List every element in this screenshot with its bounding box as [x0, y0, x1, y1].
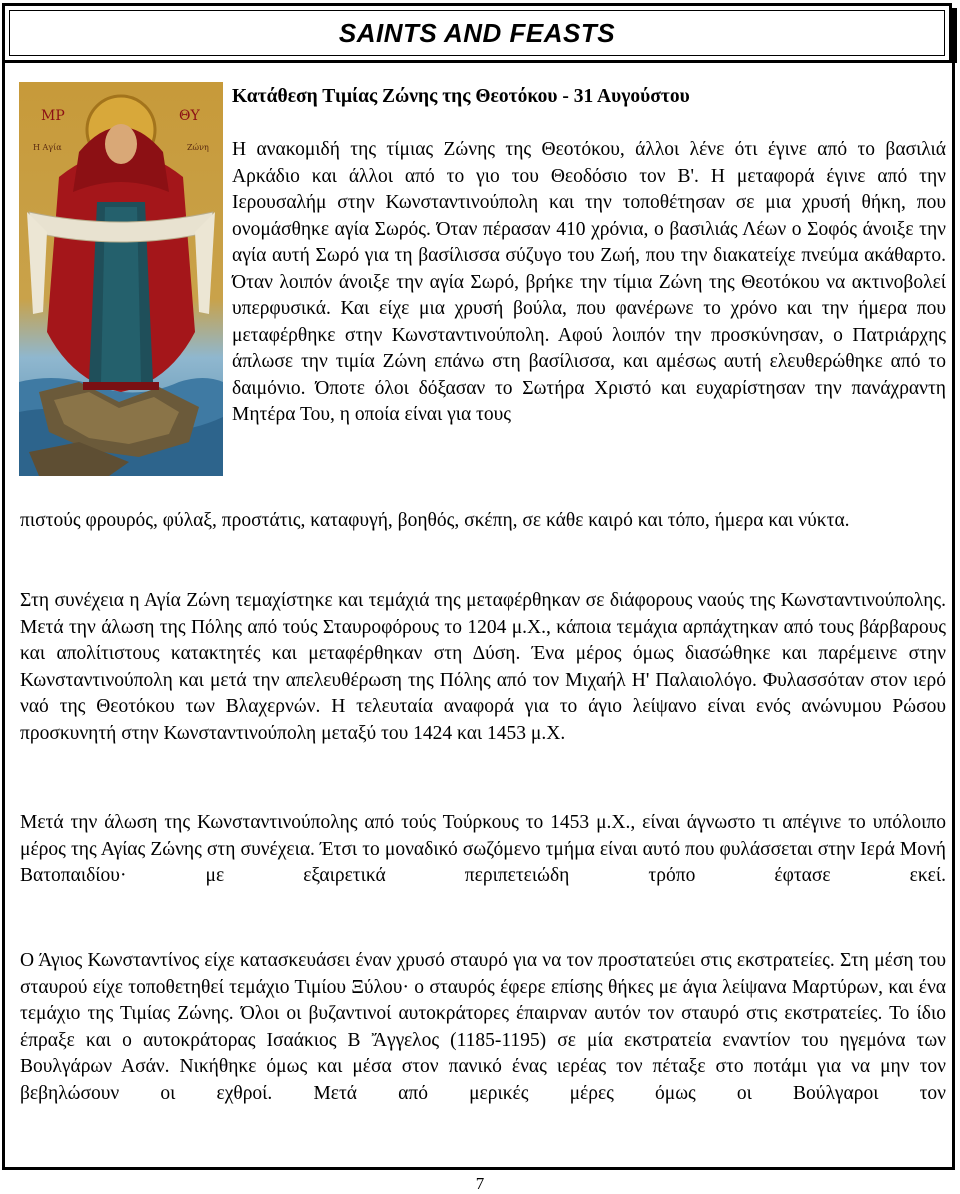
theotokos-icon: [19, 82, 223, 476]
article-title: Κατάθεση Τιμίας Ζώνης της Θεοτόκου - 31 Αυγούστου: [232, 86, 690, 107]
paragraph-3: Μετά την άλωση της Κωνσταντινούπολης από τούς Τούρκους το 1453 μ.Χ., είναι άγνωστο τι απέγινε το υπόλοιπο μέρος της Αγίας Ζώνης στη συνέχεια. Έτσι το μοναδικό σωζόμενο τμήμα είναι αυτό που φυλάσσεται στην Ιερά Μονή Βατοπαιδίου· με εξαιρετικά περιπετειώδη τρόπο έφτασε εκεί.: [20, 812, 946, 886]
section-header: [2, 3, 952, 63]
paragraph-4: Ο Άγιος Κωνσταντίνος είχε κατασκευάσει έναν χρυσό σταυρό για να τον προστατεύει στις εκστρατείες. Στη μέση του σταυρού είχε τοποθετηθεί τεμάχιο Τιμίου Ξύλου· ο σταυρός έφερε επίσης θήκες με άγια λείψανα Μαρτύρων, και ένα τεμάχιο της Τιμίας Ζώνης. Όλοι οι βυζαντινοί αυτοκράτορες έπαιρναν αυτόν τον σταυρό στις εκστρατείες. Το ίδιο έπραξε και ο αυτοκράτορας Ισαάκιος Β Ἄγγελος (1185-1195) σε μία εκστρατεία εναντίον του ηγεμόνα των Βουλγάρων Ασάν. Νικήθηκε όμως και μέσα στον πανικό ένας ιερέας τον πέταξε στο ποτάμι για να μην τον βεβηλώσουν οι εχθροί. Μετά από μερικές μέρες όμως οι Βούλγαροι τον: [20, 950, 946, 1104]
icon-inscription-left: ΜΡ: [41, 108, 65, 124]
page-number: 7: [475, 1174, 485, 1193]
paragraph-1-continued: πιστούς φρουρός, φύλαξ, προστάτις, καταφυγή, βοηθός, σκέπη, σε κάθε καιρό και τόπο, ήμερα και νύκτα.: [20, 510, 850, 531]
section-title: SAINTS AND FEASTS: [338, 17, 616, 48]
icon-image: [19, 82, 223, 476]
header-shadow: [952, 8, 957, 63]
section-header-inner: [9, 10, 945, 56]
icon-caption-left: Η Αγία: [33, 143, 62, 152]
paragraph-2: Στη συνέχεια η Αγία Ζώνη τεμαχίστηκε και τεμάχιά της μεταφέρθηκαν σε διάφορους ναούς της Κωνσταντινούπολης. Μετά την άλωση της Πόλης από τούς Σταυροφόρους το 1204 μ.Χ., κάποια τεμάχια αρπάχτηκαν από τους βάρβαρους και απολίτιστους κατακτητές και μεταφέρθηκαν στη Δύση. Ένα μέρος όμως διασώθηκε και παρέμεινε στην Κωνσταντινούπολη και μετά την απελευθέρωση της Πόλης από τον Μιχαήλ Η' Παλαιολόγο. Φυλασσόταν στον ιερό ναό της Θεοτόκου των Βλαχερνών. Η τελευταία αναφορά για το άγιο λείψανο είναι ενός ανώνυμου Ρώσου προσκυνητή στην Κωνσταντινούπολη μεταξύ του 1424 και 1453 μ.Χ.: [20, 590, 946, 744]
icon-caption-right: Ζώνη: [187, 143, 209, 152]
paragraph-1-side: Η ανακομιδή της τίμιας Ζώνης της Θεοτόκου, άλλοι λένε ότι έγινε από το βασιλιά Αρκάδιο και άλλοι από το γιο του Θεοδόσιο τον Β'. Η μεταφορά έγινε από την Ιερουσαλήμ στην Κωνσταντινούπολη και την τοποθέτησαν σε μια χρυσή θήκη, που ονομάσθηκε αγία Σωρός. Όταν πέρασαν 410 χρόνια, ο βασιλιάς Λέων ο Σοφός άνοιξε την αγία αυτή Σωρό για τη βασίλισσα σύζυγο του Ζωή, που την διακατείχε πνεύμα ακάθαρτο. Όταν λοιπόν άνοιξε την αγία Σωρό, βρήκε την τίμια Ζώνη της Θεοτόκου να ακτινοβολεί υπερφυσικά. Και είχε μια χρυσή βούλα, που φανέρωνε το χρόνο και την ήμερα που μεταφέρθηκε στην Κωνσταντινούπολη. Αφού λοιπόν την προσκύνησαν, ο Πατριάρχης άπλωσε την τιμία Ζώνη επάνω στη βασίλισσα, και αμέσως αυτή ελευθερώθηκε από το δαιμόνιο. Όποτε όλοι δόξασαν το Σωτήρα Χριστό και ευχαρίστησαν την πανάχραντη Μητέρα Του, η οποία είναι για τους: [232, 139, 946, 425]
icon-inscription-right: ΘΥ: [179, 108, 200, 124]
